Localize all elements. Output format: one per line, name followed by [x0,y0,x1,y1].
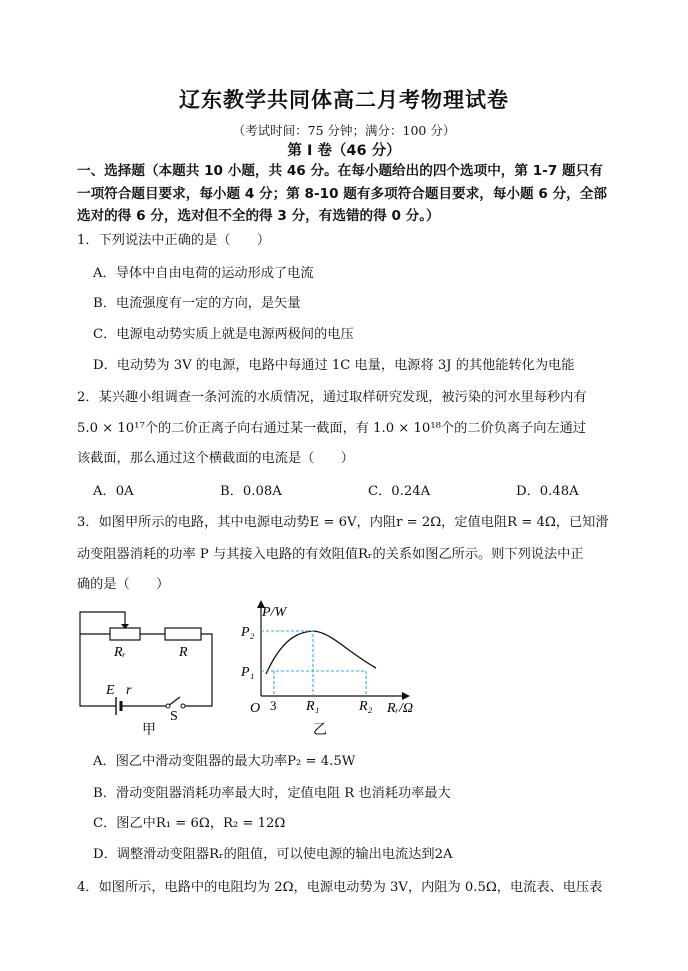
label-internal-r: r [126,683,132,698]
slider-wire [80,612,125,634]
rheostat-resistor [110,628,140,640]
label-p1: P₁ [241,665,255,680]
q3-option-b: B．滑动变阻器消耗功率最大时，定值电阻 R 也消耗功率最大 [93,786,451,801]
x-axis-arrow [402,692,410,700]
tick-r1: R₁ [306,699,320,714]
label-r: R [179,645,188,660]
q3-line-2: 动变阻器消耗的功率 P 与其接入电路的有效阻值Rᵣ的关系如图乙所示。则下列说法中正 [77,547,584,562]
y-axis-label: P/W [262,605,287,620]
q3-line-3: 确的是（ ） [77,577,170,592]
q3-option-a: A．图乙中滑动变阻器的最大功率P₂ = 4.5W [93,754,356,769]
caption-jia: 甲 [142,723,156,738]
q3-line-1: 3．如图甲所示的电路，其中电源电动势E = 6V，内阻r = 2Ω，定值电阻R = 4Ω，已知滑 [77,515,609,530]
fixed-resistor [165,628,201,640]
circuit-diagram [70,604,220,739]
section-instructions: 一、选择题（本题共 10 小题，共 46 分。在每小题给出的四个选项中，第 1-7 题只有一项符合题目要求，每小题 4 分；第 8-10 题有多项符合题目要求，每小题 6 分，全部选对的得 6 分，选对但不全的得 3 分，有选错的得 0 分。） [77,163,607,224]
q4-line-1: 4．如图所示，电路中的电阻均为 2Ω，电源电动势为 3V，内阻为 0.5Ω，电流表、电压表 [77,880,603,895]
switch-pivot [166,704,170,708]
x-axis-label: Rᵣ/Ω [387,701,414,716]
q2-line-3: 该截面，那么通过这个横截面的电流是（ ） [77,451,354,466]
part-heading: 第 I 卷（46 分） [287,143,401,159]
q2-option-c: C．0.24A [368,484,431,499]
q1-option-d: D．电动势为 3V 的电源，电路中每通过 1C 电量，电源将 3J 的其他能转化为电能 [93,358,575,373]
label-s: S [170,709,178,724]
caption-yi: 乙 [313,723,327,738]
switch-contact [181,704,185,708]
q1-option-c: C．电源电动势实质上就是电源两极间的电压 [93,327,354,342]
q2-option-d: D．0.48A [516,484,579,499]
exam-subtitle: （考试时间：75 分钟；满分：100 分） [232,123,456,138]
power-curve [266,631,376,674]
q1-stem: 1．下列说法中正确的是（ ） [77,233,271,248]
q3-option-c: C．图乙中R₁ = 6Ω，R₂ = 12Ω [93,816,286,831]
label-p2: P₂ [241,625,255,640]
label-e: E [106,683,115,698]
q1-option-a: A．导体中自由电荷的运动形成了电流 [93,266,314,281]
tick-3: 3 [270,698,277,713]
guide-p2-r1 [261,631,313,696]
label-rr: Rᵣ [114,645,126,660]
q2-line-2: 5.0 × 10¹⁷个的二价正离子向右通过某一截面，有 1.0 × 10¹⁸个的二价负离子向左通过 [77,421,586,436]
q2-option-a: A．0A [93,484,134,499]
origin-label: O [250,701,261,716]
power-graph [236,596,436,744]
q2-option-b: B．0.08A [220,484,282,499]
q1-option-b: B．电流强度有一定的方向，是矢量 [93,296,301,311]
tick-r2: R₂ [359,699,373,714]
q3-option-d: D．调整滑动变阻器Rᵣ的阻值，可以使电源的输出电流达到2A [93,847,453,862]
exam-title: 辽东教学共同体高二月考物理试卷 [179,88,509,112]
q2-line-1: 2．某兴趣小组调查一条河流的水质情况，通过取样研究发现，被污染的河水里每秒内有 [77,390,587,405]
